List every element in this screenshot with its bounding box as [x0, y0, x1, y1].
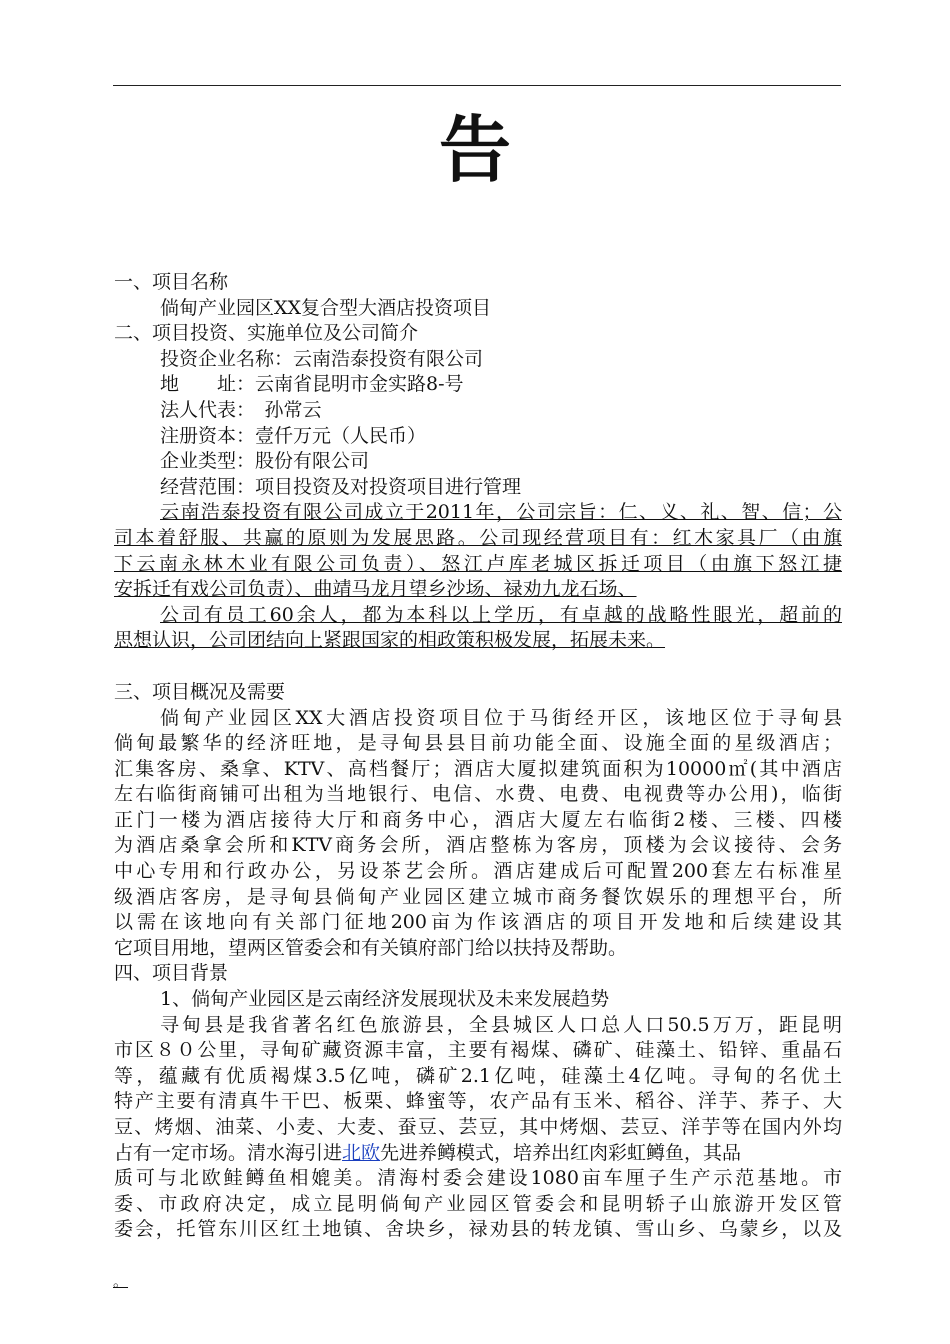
background-line: 寻甸县是我省著名红色旅游县，全县城区人口总人口50.5万万，距昆明: [160, 1013, 842, 1036]
overview-line: 级酒店客房，是寻甸县倘甸产业园区建立城市商务餐饮娱乐的理想平台，所: [114, 885, 842, 908]
overview-line: 为酒店桑拿会所和KTV商务会所，酒店整栋为客房，顶楼为会议接待、会务: [114, 834, 842, 857]
company-type: 企业类型：股份有限公司: [160, 450, 370, 473]
staff-line: 公司有员工60余人，都为本科以上学历，有卓越的战略性眼光，超前的: [160, 603, 842, 626]
background-link-line: [114, 1141, 842, 1167]
overview-line: 以需在该地向有关部门征地200亩为作该酒店的项目开发地和后续建设其: [114, 911, 842, 934]
section4-heading: 四、项目背景: [114, 962, 229, 985]
overview-line: 中心专用和行政办公，另设茶艺会所。酒店建成后可配置200套左右标准星: [114, 860, 842, 883]
overview-line: 它项目用地，望两区管委会和有关镇府部门给以扶持及帮助。: [114, 936, 628, 959]
staff-line: 思想认识，公司团结向上紧跟国家的相政策积极发展，拓展未来。: [114, 629, 666, 652]
legal-representative: 法人代表： 孙常云: [160, 398, 322, 421]
background-line: 豆、烤烟、油菜、小麦、大麦、蚕豆、芸豆，其中烤烟、芸豆、洋芋等在国内外均: [114, 1116, 842, 1138]
background-line: 市区８０公里，寻甸矿藏资源丰富，主要有褐煤、磷矿、硅藻土、铅锌、重晶石: [114, 1039, 842, 1062]
background-line: 等，蕴藏有优质褐煤3.5亿吨，磷矿2.1亿吨，硅藻土4亿吨。寻甸的名优土: [114, 1064, 842, 1087]
header-rule: [113, 85, 841, 86]
company-name: 投资企业名称：云南浩泰投资有限公司: [160, 347, 484, 370]
background-line: 质可与北欧鲑鳟鱼相媲美。清海村委会建设1080亩车厘子生产示范基地。市: [114, 1167, 842, 1190]
link-line-suffix: 先进养鳟模式，培养出红肉彩虹鳟鱼，其品: [380, 1141, 742, 1164]
overview-line: 正门一楼为酒店接待大厅和商务中心，酒店大厦左右临街2楼、三楼、四楼: [114, 808, 842, 831]
section2-heading: 二、项目投资、实施单位及公司简介: [114, 322, 419, 345]
background-line: 特产主要有清真牛干巴、板栗、蜂蜜等，农产品有玉米、稻谷、洋芋、荞子、大: [114, 1090, 842, 1113]
background-line: 委会，托管东川区红土地镇、舍块乡，禄劝县的转龙镇、雪山乡、乌蒙乡，以及: [114, 1218, 842, 1241]
overview-line: 汇集客房、桑拿、KTV、高档餐厅；酒店大厦拟建筑面积为10000㎡(其中酒店: [114, 757, 842, 780]
overview-line: 倘甸产业园区XX大酒店投资项目位于马街经开区，该地区位于寻甸县: [160, 706, 842, 729]
company-intro-line: 安拆迁有戏公司负责）、曲靖马龙月望乡沙场、禄劝九龙石场、: [114, 578, 637, 601]
link-line-prefix: 占有一定市场。清水海引进: [114, 1141, 343, 1164]
beiou-link[interactable]: 北欧: [342, 1141, 381, 1164]
overview-line: 倘甸最繁华的经济旺地，是寻甸县县目前功能全面、设施全面的星级酒店；: [114, 732, 842, 755]
company-intro-line: 下云南永林木业有限公司负责）、怒江卢库老城区拆迁项目（由旗下怒江捷: [114, 552, 842, 575]
company-intro-line: 司本着舒服、共赢的原则为发展思路。公司现经营项目有：红木家具厂（由旗: [114, 526, 842, 549]
document-body: [114, 270, 842, 1243]
page-title: 告: [438, 107, 511, 192]
section3-heading: 三、项目概况及需要: [114, 680, 286, 703]
section1-heading: 一、项目名称: [114, 271, 229, 293]
spacer: [114, 654, 842, 680]
company-intro-line: 云南浩泰投资有限公司成立于2011年，公司宗旨：仁、义、礼、智、信；公: [160, 501, 842, 524]
footer-mark: 。: [113, 1272, 129, 1290]
project-name: 倘甸产业园区XX复合型大酒店投资项目: [160, 296, 492, 319]
overview-line: 左右临街商铺可出租为当地银行、电信、水费、电费、电视费等办公用)，临街: [114, 783, 842, 806]
registered-capital: 注册资本：壹仟万元（人民币）: [160, 424, 427, 447]
background-subheading: 1、倘甸产业园区是云南经济发展现状及未来发展趋势: [160, 988, 610, 1011]
business-scope: 经营范围：项目投资及对投资项目进行管理: [160, 475, 522, 498]
background-line: 委、市政府决定，成立昆明倘甸产业园区管委会和昆明轿子山旅游开发区管: [114, 1192, 842, 1215]
company-address: 地 址：云南省昆明市金实路8-号: [160, 373, 464, 396]
